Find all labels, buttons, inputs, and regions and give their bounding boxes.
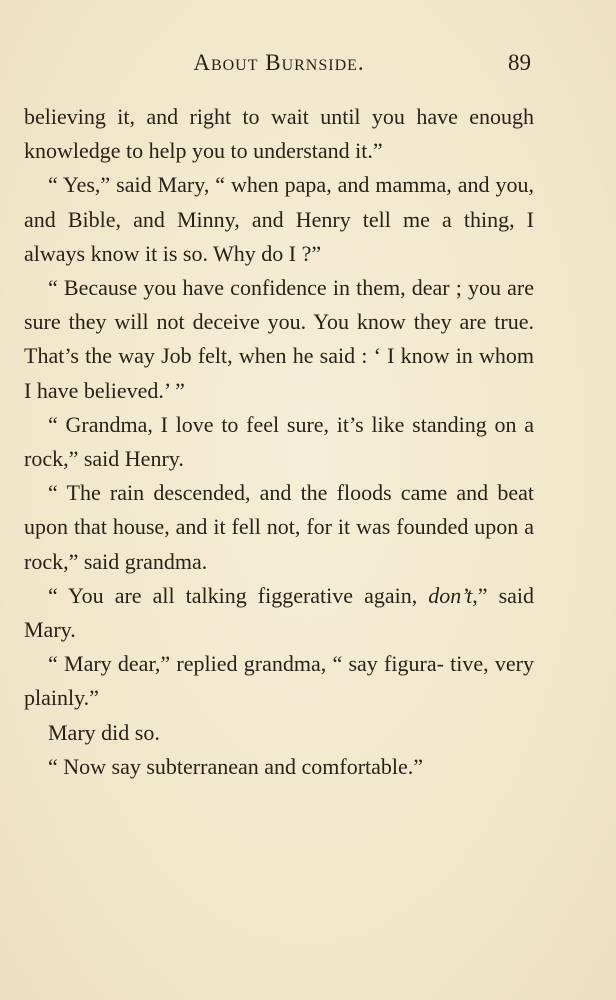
figgerative-text-before: “ You are all talking figgerative again, <box>48 582 429 608</box>
paragraph-henry-rock: “ Grandma, I love to feel sure, it’s like standing on a rock,” said Henry. <box>24 411 534 472</box>
paragraph-figurative: “ Mary dear,” replied grandma, “ say figura- tive, very plainly.” <box>24 651 534 711</box>
paragraph-confidence: “ Because you have confidence in them, dear ; you are sure they will not deceive you. You know they are true. That’s the way Job felt, when he said : ‘ I know in whom I have believed.’ ” <box>24 275 534 403</box>
paragraph-figgerative <box>24 579 534 647</box>
paragraph-rain-descended: “ The rain descended, and the floods came and beat upon that house, and it fell not, for it was founded upon a rock,” said grandma. <box>24 480 534 574</box>
body-text <box>24 100 534 784</box>
page-number: 89 <box>508 50 531 75</box>
paragraph-continuation: believing it, and right to wait until you have enough knowledge to help you to understand it.” <box>24 104 534 164</box>
paragraph-mary-did-so: Mary did so. <box>48 719 160 745</box>
paragraph-subterranean: “ Now say subterranean and comfortable.” <box>48 753 424 779</box>
figgerative-text-after: ,” said Mary. <box>24 582 535 643</box>
paragraph-mary-yes: “ Yes,” said Mary, “ when papa, and mamma, and you, and Bible, and Minny, and Henry tell me a thing, I always know it is so. Why do I ?” <box>24 172 534 266</box>
italic-dont: don’t <box>428 582 473 608</box>
running-title: About Burnside. <box>193 50 365 75</box>
